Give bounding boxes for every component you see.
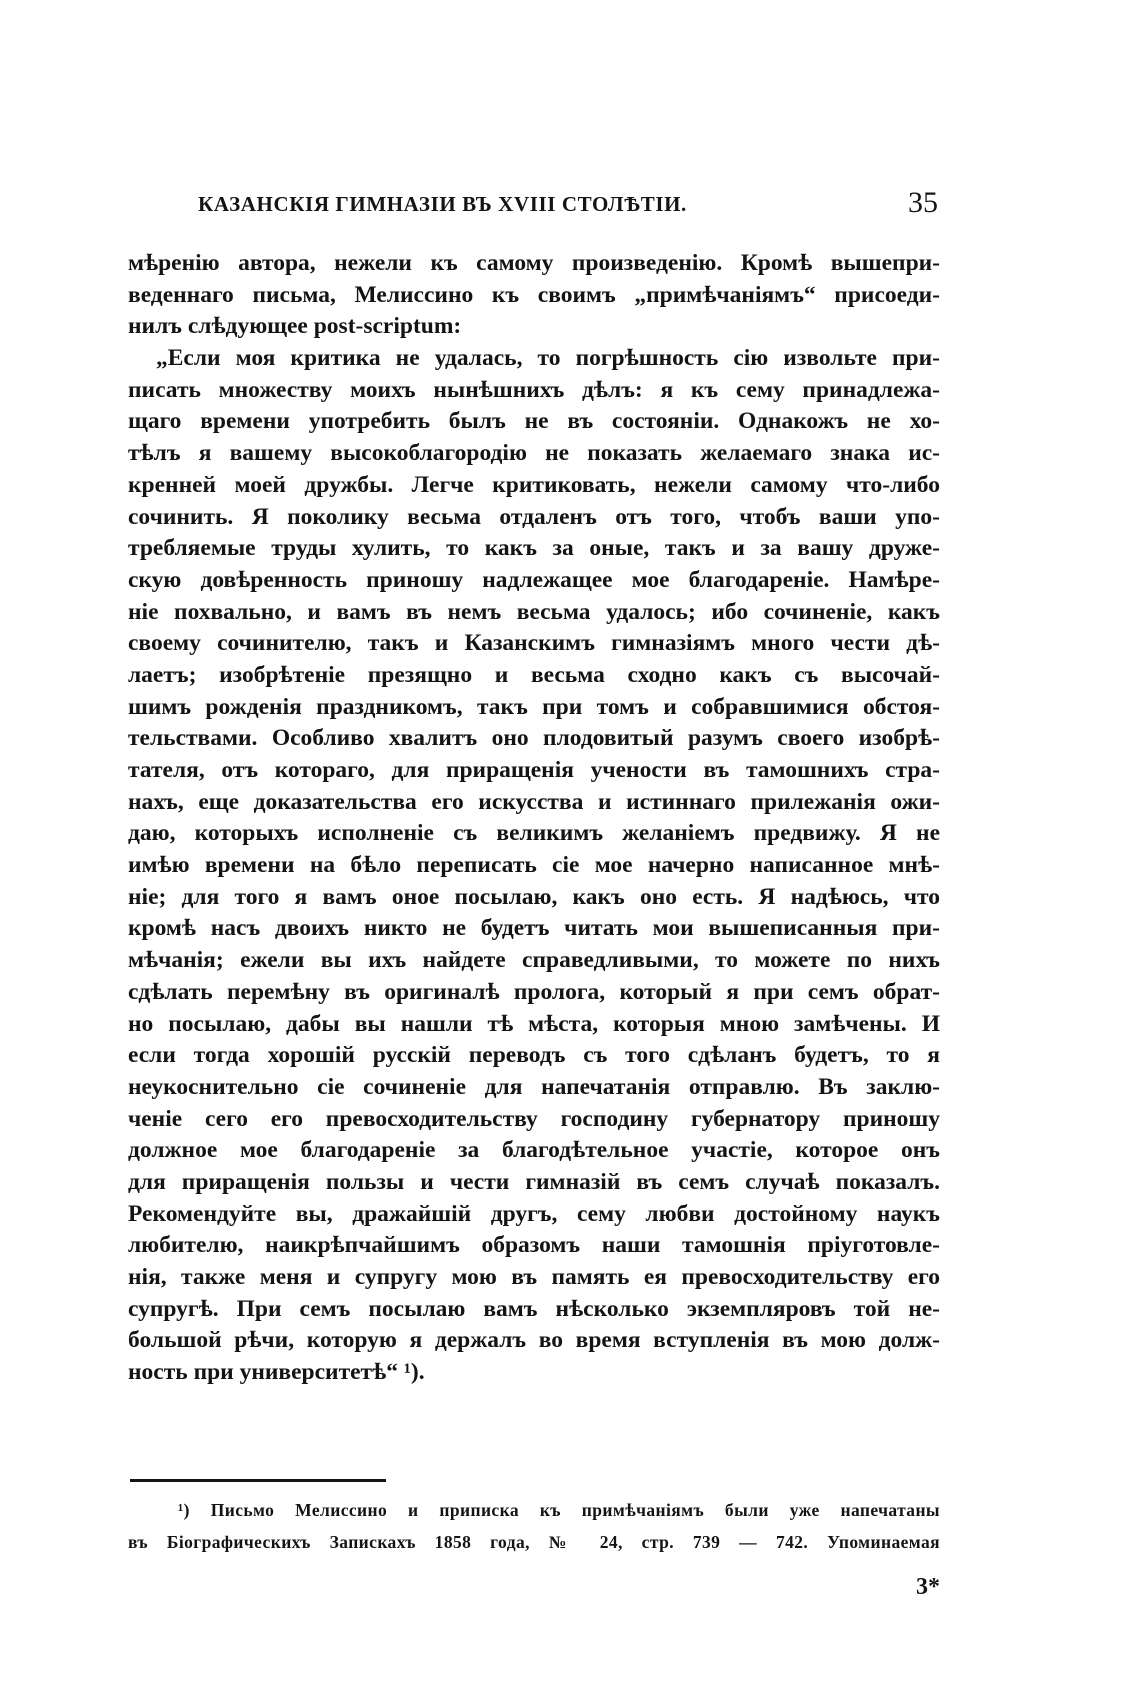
- running-head: КАЗАНСКІЯ ГИМНАЗІИ ВЪ XVIII СТОЛѢТІИ.: [198, 192, 687, 216]
- text-line: „Если моя критика не удалась, то погрѣшность сію извольте при-: [156, 345, 940, 372]
- text-line: Рекомендуйте вы, дражайшій другъ, сему любви достойному наукъ: [128, 1200, 940, 1227]
- text-line: нія, также меня и супругу мою въ память ея превосходительству его: [128, 1264, 940, 1290]
- text-line: для приращенія пользы и чести гимназій въ семъ случаѣ показалъ.: [128, 1168, 940, 1195]
- text-line: писать множеству моихъ нынѣшнихъ дѣлъ: я къ сему принадлежа-: [128, 376, 940, 403]
- text-line: скую довѣренность приношу надлежащее мое благодареніе. Намѣре-: [128, 566, 940, 593]
- page-header: [198, 186, 938, 226]
- text-line: большой рѣчи, которую я держалъ во время вступленія въ мою долж-: [128, 1327, 940, 1354]
- text-line: мѣренію автора, нежели къ самому произведенію. Кромѣ вышепри-: [128, 250, 940, 276]
- text-line: требляемые труды хулить, то какъ за оные, такъ и за вашу друже-: [128, 535, 940, 562]
- text-line: тельствами. Особливо хвалитъ оно плодовитый разумъ своего изобрѣ-: [128, 725, 940, 752]
- text-line: должное мое благодареніе за благодѣтельное участіе, которое онъ: [128, 1137, 940, 1164]
- text-line: мѣчанія; ежели вы ихъ найдете справедливыми, то можете по нихъ: [128, 947, 940, 974]
- text-line: лаетъ; изобрѣтеніе презящно и весьма сходно какъ съ высочай-: [128, 661, 940, 688]
- text-line: кренней моей дружбы. Легче критиковать, нежели самому что-либо: [128, 471, 940, 498]
- text-line: нахъ, еще доказательства его искусства и истиннаго прилежанія ожи-: [128, 788, 940, 815]
- text-line: супругѣ. При семъ посылаю вамъ нѣсколько экземпляровъ той не-: [128, 1295, 940, 1322]
- text-line: своему сочинителю, такъ и Казанскимъ гимназіямъ много чести дѣ-: [128, 630, 940, 657]
- text-line: кромѣ насъ двоихъ никто не будетъ читать мои вышеписанныя при-: [128, 915, 940, 942]
- printer-signature-mark: 3*: [916, 1574, 940, 1600]
- text-line: ніе похвально, и вамъ въ немъ весьма удалось; ибо сочиненіе, какъ: [128, 598, 940, 625]
- text-line: сочинить. Я поколику весьма отдаленъ отъ того, чтобъ ваши упо-: [128, 503, 940, 530]
- text-line: неукоснительно сіе сочиненіе для напечатанія отправлю. Въ заклю-: [128, 1073, 940, 1100]
- text-line: тѣлъ я вашему высокоблагородію не показать желаемаго знака ис-: [128, 440, 940, 467]
- text-line: веденнаго письма, Мелиссино къ своимъ „примѣчаніямъ“ присоеди-: [128, 281, 940, 308]
- text-line: даю, которыхъ исполненіе съ великимъ желаніемъ предвижу. Я не: [128, 820, 940, 847]
- text-line: шимъ рожденія праздникомъ, такъ при томъ и собравшимися обстоя-: [128, 693, 940, 720]
- text-line: тателя, отъ котораго, для приращенія учености въ тамошнихъ стра-: [128, 757, 940, 783]
- footnote: [128, 1494, 940, 1558]
- text-line: нилъ слѣдующее post-scriptum:: [128, 313, 462, 340]
- text-line: если тогда хорошій русскій переводъ съ того сдѣланъ будетъ, то я: [128, 1042, 940, 1069]
- text-line: ченіе сего его превосходительству господину губернатору приношу: [128, 1105, 940, 1132]
- text-line: сдѣлать перемѣну въ оригиналѣ пролога, который я при семъ обрат-: [128, 978, 940, 1005]
- text-line: любителю, наикрѣпчайшимъ образомъ наши тамошнія пріуготовле-: [128, 1232, 940, 1259]
- footnote-line: въ Біографическихъ Запискахъ 1858 года, № 24, стр. 739 — 742. Упоминаемая: [128, 1532, 940, 1552]
- footnote-divider: [130, 1479, 386, 1482]
- footnote-line: ¹) Письмо Мелиссино и приписка къ примѣчаніямъ были уже напечатаны: [178, 1500, 940, 1520]
- page-number: 35: [908, 186, 938, 219]
- text-line: но посылаю, дабы вы нашли тѣ мѣста, которыя мною замѣчены. И: [128, 1010, 940, 1037]
- text-line: ность при университетѣ“ ¹).: [128, 1359, 425, 1386]
- text-line: щаго времени употребить былъ не въ состояніи. Однакожъ не хо-: [128, 408, 940, 435]
- text-line: ніе; для того я вамъ оное посылаю, какъ оно есть. Я надѣюсь, что: [128, 883, 940, 910]
- text-line: имѣю времени на бѣло переписать сіе мое начерно написанное мнѣ-: [128, 852, 940, 879]
- main-text: [128, 248, 940, 1389]
